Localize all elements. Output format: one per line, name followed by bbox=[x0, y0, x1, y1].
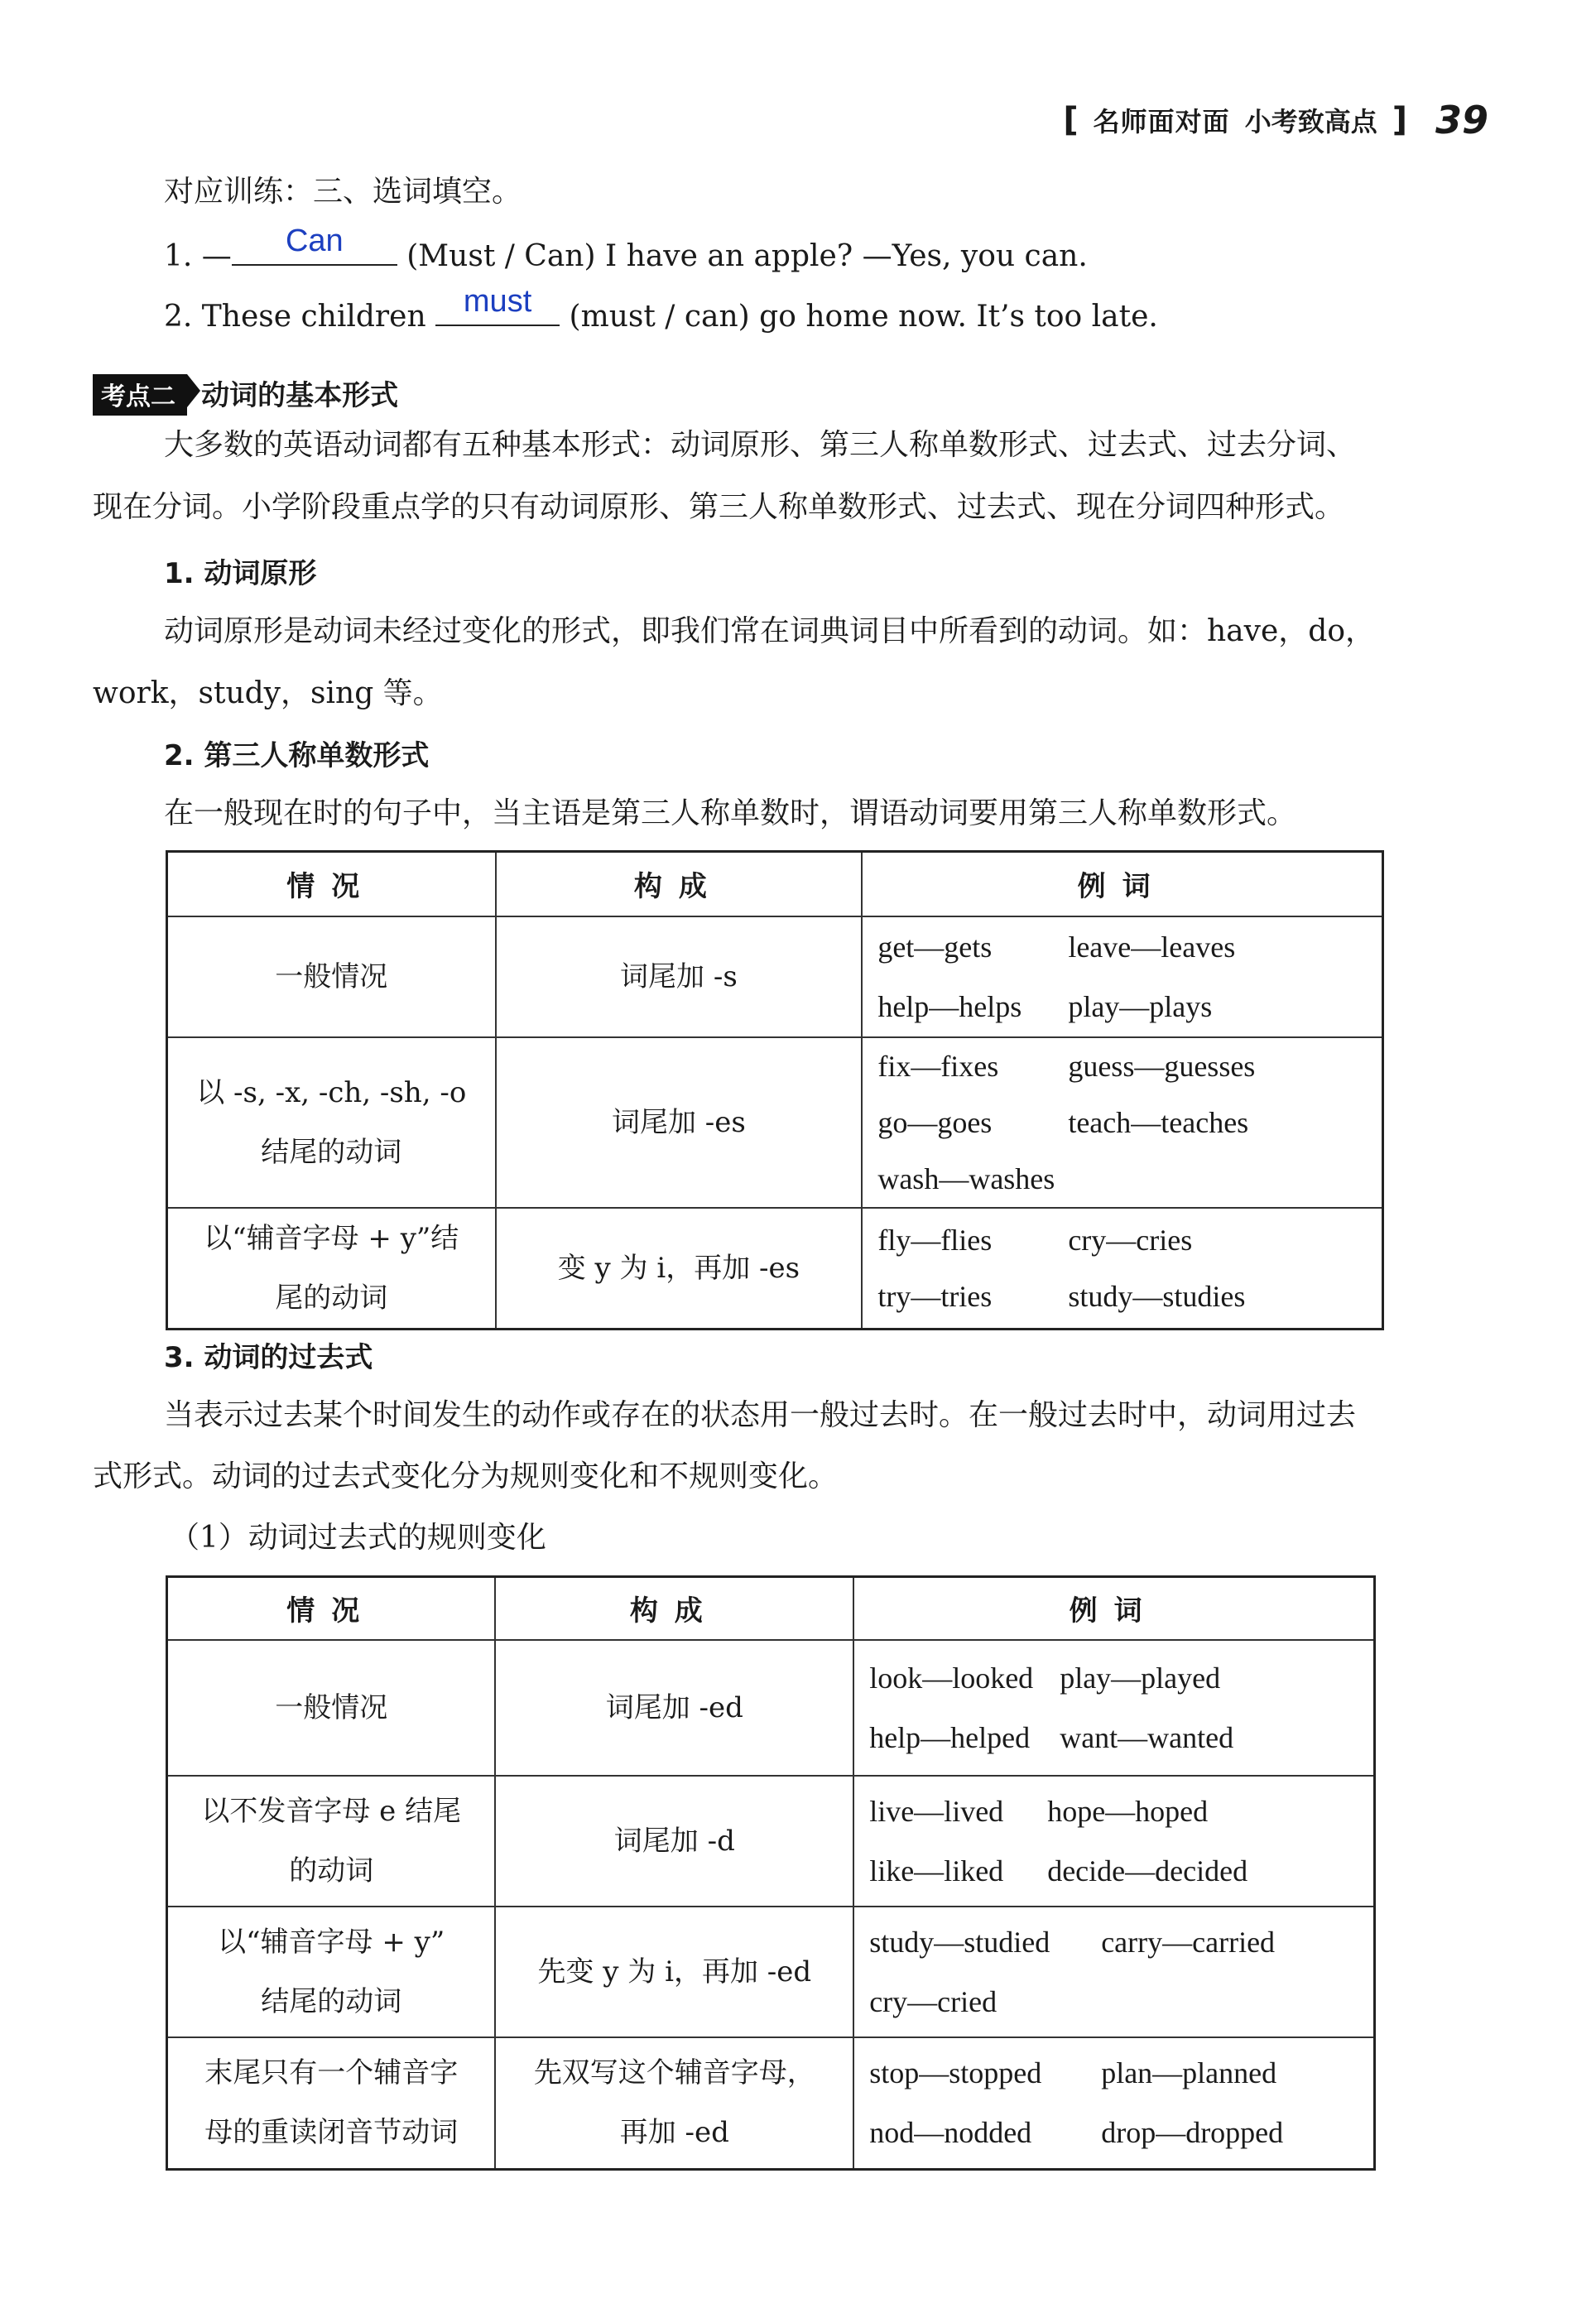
table-row bbox=[167, 2037, 1375, 2170]
table-header-form: 构成 bbox=[495, 1577, 853, 1640]
case-text: 结尾的动词 bbox=[261, 1135, 402, 1169]
example-word: help—helped bbox=[869, 1720, 1031, 1754]
example-word: wash—washes bbox=[877, 1161, 1055, 1195]
table-row bbox=[167, 1776, 1375, 1907]
form-text: 词尾加 -d bbox=[613, 1824, 735, 1858]
example-word: look—looked bbox=[869, 1661, 1034, 1695]
case-text: 以 -s, -x, -ch, -sh, -o bbox=[196, 1075, 467, 1109]
example-word: fix—fixes bbox=[877, 1049, 999, 1083]
table-header-case: 情况 bbox=[167, 852, 496, 916]
section-title: 动词的基本形式 bbox=[201, 379, 399, 412]
table-row bbox=[167, 1640, 1375, 1776]
q2-suffix: (must / can) go home now. It’s too late. bbox=[569, 300, 1158, 334]
form-text: 词尾加 -es bbox=[611, 1105, 746, 1139]
table-header-examples: 例词 bbox=[862, 852, 1382, 916]
exercise-q2 bbox=[164, 284, 1158, 334]
header-brand: 名师面对面 bbox=[1093, 106, 1230, 137]
example-word: decide—decided bbox=[1047, 1854, 1248, 1887]
heading-third-person: 2. 第三人称单数形式 bbox=[164, 739, 430, 772]
example-word: study—studies bbox=[1068, 1279, 1246, 1313]
example-word: guess—guesses bbox=[1068, 1049, 1256, 1083]
table-header-form: 构成 bbox=[496, 852, 863, 916]
q1-blank[interactable] bbox=[232, 224, 397, 266]
base-form-line-1: 动词原形是动词未经过变化的形式，即我们常在词典词目中所看到的动词。如：have，do， bbox=[164, 614, 1376, 648]
case-text: 一般情况 bbox=[275, 959, 388, 993]
example-word: study—studied bbox=[869, 1925, 1050, 1959]
case-text: 一般情况 bbox=[275, 1690, 388, 1724]
example-word: leave—leaves bbox=[1068, 930, 1236, 964]
base-form-line-2: work，study，sing 等。 bbox=[93, 676, 443, 710]
q2-answer: must bbox=[463, 284, 532, 320]
example-word: cry—cried bbox=[869, 1984, 997, 2018]
case-text: 以“辅音字母 + y” bbox=[218, 1925, 445, 1959]
example-word: help—helps bbox=[877, 989, 1022, 1023]
table-row bbox=[167, 1037, 1383, 1208]
section-heading bbox=[93, 373, 398, 416]
q1-suffix: (Must / Can) I have an apple? —Yes, you can. bbox=[406, 239, 1088, 273]
form-text: 变 y 为 i，再加 -es bbox=[557, 1251, 800, 1285]
case-text: 以不发音字母 e 结尾 bbox=[201, 1794, 462, 1828]
example-word: play—plays bbox=[1068, 989, 1213, 1023]
example-word: nod—nodded bbox=[869, 2116, 1032, 2150]
example-word: go—goes bbox=[877, 1105, 993, 1139]
form-text: 先双写这个辅音字母， bbox=[533, 2056, 815, 2090]
q1-answer: Can bbox=[285, 224, 344, 259]
table-header-examples: 例词 bbox=[853, 1577, 1374, 1640]
third-person-desc: 在一般现在时的句子中，当主语是第三人称单数时，谓语动词要用第三人称单数形式。 bbox=[164, 796, 1297, 830]
past-tense-line-2: 式形式。动词的过去式变化分为规则变化和不规则变化。 bbox=[93, 1459, 839, 1493]
case-text: 以“辅音字母 + y”结 bbox=[204, 1221, 459, 1255]
form-text: 词尾加 -ed bbox=[605, 1690, 743, 1724]
case-text: 尾的动词 bbox=[275, 1281, 388, 1315]
table-row bbox=[167, 1907, 1375, 2037]
example-word: try—tries bbox=[877, 1279, 993, 1313]
example-word: like—liked bbox=[869, 1854, 1004, 1887]
page-number: 39 bbox=[1435, 98, 1488, 142]
exercise-title: 对应训练：三、选词填空。 bbox=[164, 175, 522, 209]
example-word: live—lived bbox=[869, 1794, 1004, 1828]
form-text: 再加 -ed bbox=[619, 2116, 729, 2150]
q1-prefix: 1. — bbox=[164, 239, 232, 273]
header-bracket-left: [ bbox=[1063, 101, 1079, 139]
example-word: want—wanted bbox=[1060, 1720, 1234, 1754]
case-text: 母的重读闭音节动词 bbox=[204, 2116, 459, 2150]
example-word: fly—flies bbox=[877, 1223, 993, 1257]
case-text: 结尾的动词 bbox=[261, 1984, 402, 2018]
table-row bbox=[167, 1208, 1383, 1330]
header-subtitle: 小考致高点 bbox=[1244, 106, 1377, 137]
page-header bbox=[1063, 95, 1488, 145]
example-word: carry—carried bbox=[1101, 1925, 1276, 1959]
table-header-row bbox=[167, 1577, 1375, 1640]
exercise-q1 bbox=[164, 224, 1088, 274]
heading-base-form: 1. 动词原形 bbox=[164, 557, 317, 590]
heading-past-tense: 3. 动词的过去式 bbox=[164, 1341, 373, 1374]
example-word: stop—stopped bbox=[869, 2056, 1042, 2090]
table-header-row bbox=[167, 852, 1383, 916]
intro-line-1: 大多数的英语动词都有五种基本形式：动词原形、第三人称单数形式、过去式、过去分词、 bbox=[164, 428, 1357, 462]
example-word: hope—hoped bbox=[1047, 1794, 1209, 1828]
form-text: 先变 y 为 i，再加 -ed bbox=[537, 1955, 812, 1988]
example-word: get—gets bbox=[877, 930, 993, 964]
section-badge: 考点二 bbox=[93, 374, 187, 416]
example-word: cry—cries bbox=[1068, 1223, 1193, 1257]
q2-blank[interactable] bbox=[435, 284, 560, 326]
case-text: 的动词 bbox=[289, 1854, 374, 1887]
header-bracket-right: ] bbox=[1392, 101, 1407, 139]
example-word: play—played bbox=[1060, 1661, 1221, 1695]
past-tense-line-1: 当表示过去某个时间发生的动作或存在的状态用一般过去时。在一般过去时中，动词用过去 bbox=[164, 1398, 1357, 1432]
example-word: drop—dropped bbox=[1101, 2116, 1284, 2150]
intro-line-2: 现在分词。小学阶段重点学的只有动词原形、第三人称单数形式、过去式、现在分词四种形式。 bbox=[93, 490, 1345, 524]
past-tense-regular-heading: （1）动词过去式的规则变化 bbox=[170, 1521, 546, 1555]
example-word: plan—planned bbox=[1101, 2056, 1277, 2090]
past-tense-table bbox=[166, 1575, 1376, 2171]
third-person-table bbox=[166, 850, 1384, 1330]
case-text: 末尾只有一个辅音字 bbox=[204, 2056, 459, 2090]
table-row bbox=[167, 916, 1383, 1037]
q2-prefix: 2. These children bbox=[164, 300, 426, 334]
example-word: teach—teaches bbox=[1068, 1105, 1249, 1139]
table-header-case: 情况 bbox=[167, 1577, 496, 1640]
form-text: 词尾加 -s bbox=[620, 959, 738, 993]
